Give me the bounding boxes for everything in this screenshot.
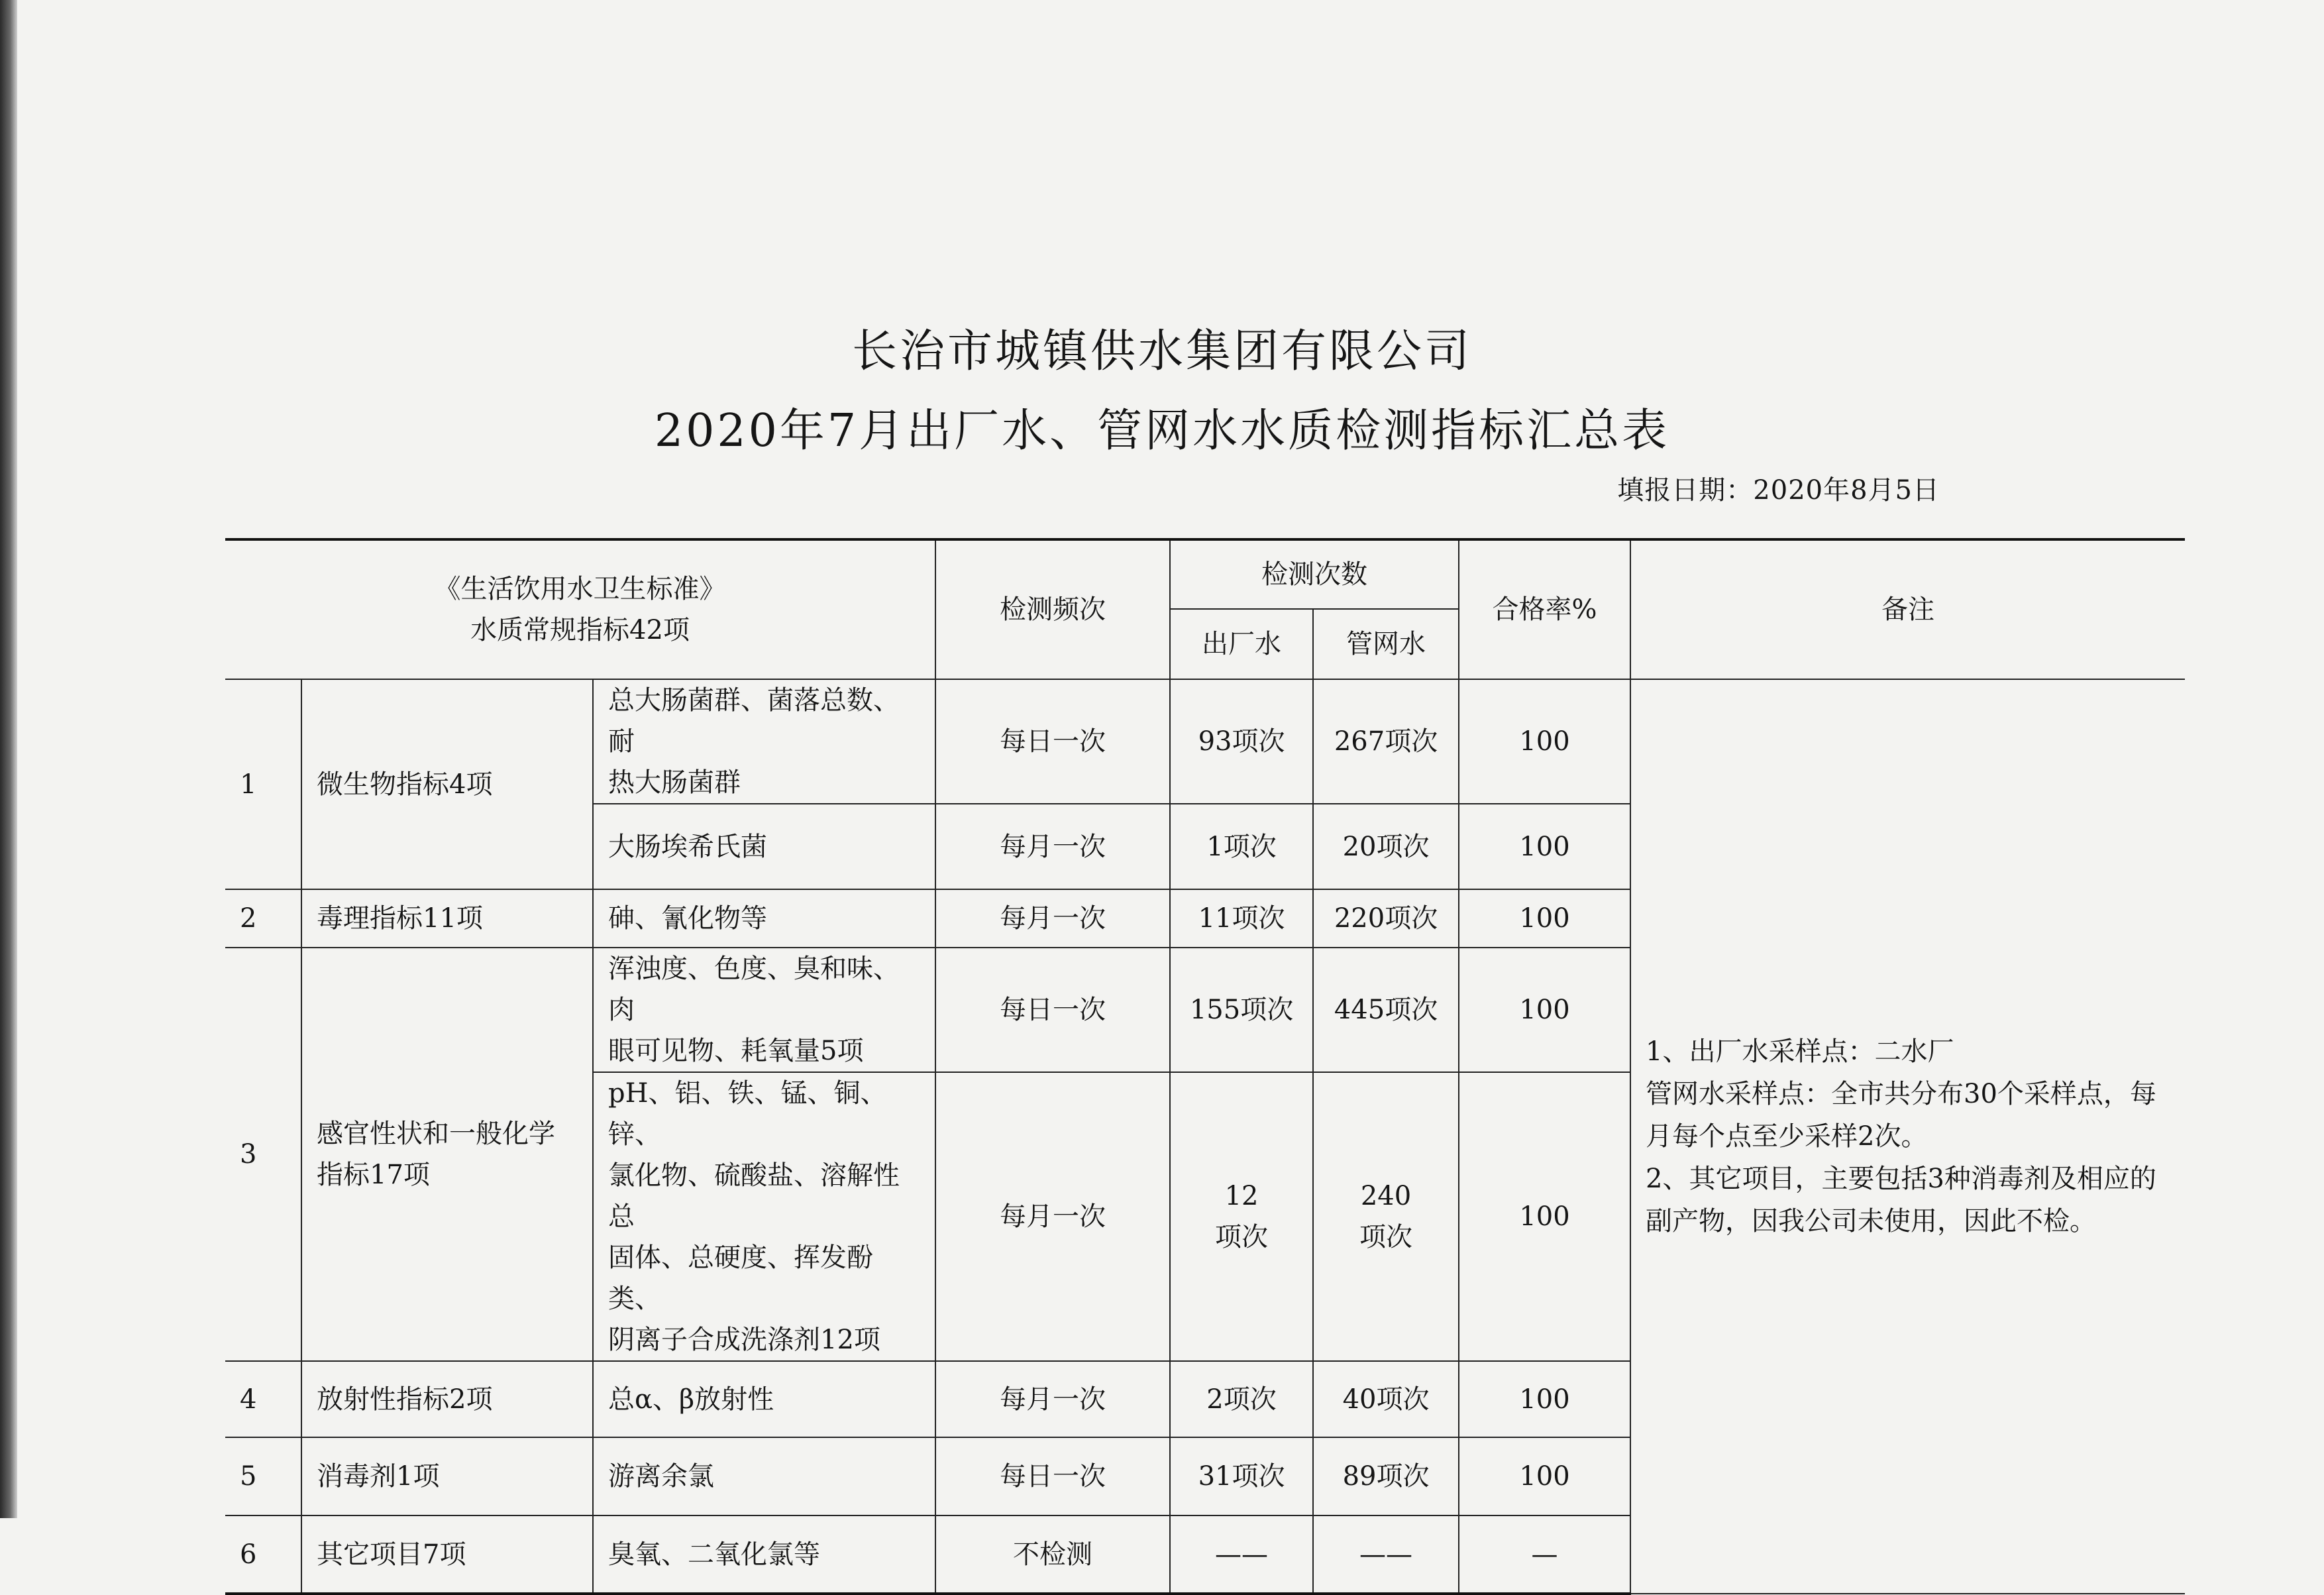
row-pipe-count: 89项次	[1313, 1437, 1459, 1515]
row-factory-count: 31项次	[1170, 1437, 1313, 1515]
count-header: 检测次数	[1170, 539, 1459, 609]
row-frequency: 每月一次	[935, 804, 1170, 889]
row-factory-count: ——	[1170, 1515, 1313, 1594]
row-pipe-count: ——	[1313, 1515, 1459, 1594]
row-pass-rate: 100	[1459, 1361, 1630, 1437]
row-number: 1	[225, 679, 301, 889]
report-title: 2020年7月出厂水、管网水水质检测指标汇总表	[654, 405, 1670, 457]
row-number: 4	[225, 1361, 301, 1437]
row-frequency: 每月一次	[935, 1361, 1170, 1437]
row-pass-rate: 100	[1459, 1437, 1630, 1515]
row-number: 3	[225, 948, 301, 1361]
standard-name: 《生活饮用水卫生标准》	[434, 574, 726, 604]
fill-date: 填报日期：2020年8月5日	[1617, 475, 1940, 506]
row-factory-count: 1项次	[1170, 804, 1313, 889]
company-title: 长治市城镇供水集团有限公司	[851, 325, 1472, 378]
row-number: 5	[225, 1437, 301, 1515]
frequency-header: 检测频次	[935, 539, 1170, 679]
row-pipe-count: 267项次	[1313, 679, 1459, 804]
row-detail: 浑浊度、色度、臭和味、肉 眼可见物、耗氧量5项	[593, 948, 935, 1072]
remarks-header: 备注	[1630, 539, 2185, 679]
scan-edge	[0, 0, 17, 1518]
row-number: 2	[225, 889, 301, 948]
row-frequency: 每日一次	[935, 679, 1170, 804]
standard-header	[225, 539, 935, 679]
row-pipe-count: 220项次	[1313, 889, 1459, 948]
row-detail: pH、铝、铁、锰、铜、锌、 氯化物、硫酸盐、溶解性总 固体、总硬度、挥发酚类、 阴离子合成洗涤剂12项	[593, 1072, 935, 1361]
remarks-cell: 1、出厂水采样点：二水厂 管网水采样点：全市共分布30个采样点，每月每个点至少采样2次。 2、其它项目，主要包括3种消毒剂及相应的副产物，因我公司未使用，因此不检。	[1630, 679, 2185, 1594]
row-pass-rate: 100	[1459, 804, 1630, 889]
row-detail: 大肠埃希氏菌	[593, 804, 935, 889]
row-pass-rate: 100	[1459, 679, 1630, 804]
row-pass-rate: 100	[1459, 889, 1630, 948]
row-factory-count: 93项次	[1170, 679, 1313, 804]
row-detail: 游离余氯	[593, 1437, 935, 1515]
row-pipe-count: 40项次	[1313, 1361, 1459, 1437]
row-category: 其它项目7项	[301, 1515, 593, 1594]
row-factory-count: 155项次	[1170, 948, 1313, 1072]
row-pipe-count: 240 项次	[1313, 1072, 1459, 1361]
row-detail: 总大肠菌群、菌落总数、耐 热大肠菌群	[593, 679, 935, 804]
row-frequency: 每日一次	[935, 1437, 1170, 1515]
row-detail: 臭氧、二氧化氯等	[593, 1515, 935, 1594]
row-frequency: 每日一次	[935, 948, 1170, 1072]
row-factory-count: 2项次	[1170, 1361, 1313, 1437]
row-pass-rate: 100	[1459, 1072, 1630, 1361]
row-pipe-count: 20项次	[1313, 804, 1459, 889]
row-detail: 总α、β放射性	[593, 1361, 935, 1437]
row-number: 6	[225, 1515, 301, 1594]
row-frequency: 不检测	[935, 1515, 1170, 1594]
row-pass-rate: —	[1459, 1515, 1630, 1594]
row-pipe-count: 445项次	[1313, 948, 1459, 1072]
row-category: 消毒剂1项	[301, 1437, 593, 1515]
standard-count: 水质常规指标42项	[470, 615, 690, 645]
pass-rate-header: 合格率%	[1459, 539, 1630, 679]
row-category: 微生物指标4项	[301, 679, 593, 889]
table-row	[225, 679, 2185, 804]
row-category: 放射性指标2项	[301, 1361, 593, 1437]
row-category: 毒理指标11项	[301, 889, 593, 948]
row-frequency: 每月一次	[935, 889, 1170, 948]
row-factory-count: 12 项次	[1170, 1072, 1313, 1361]
water-quality-table	[225, 538, 2185, 1595]
row-detail: 砷、氰化物等	[593, 889, 935, 948]
row-category: 感官性状和一般化学 指标17项	[301, 948, 593, 1361]
factory-water-header: 出厂水	[1170, 609, 1313, 679]
row-pass-rate: 100	[1459, 948, 1630, 1072]
pipe-water-header: 管网水	[1313, 609, 1459, 679]
row-factory-count: 11项次	[1170, 889, 1313, 948]
row-frequency: 每月一次	[935, 1072, 1170, 1361]
